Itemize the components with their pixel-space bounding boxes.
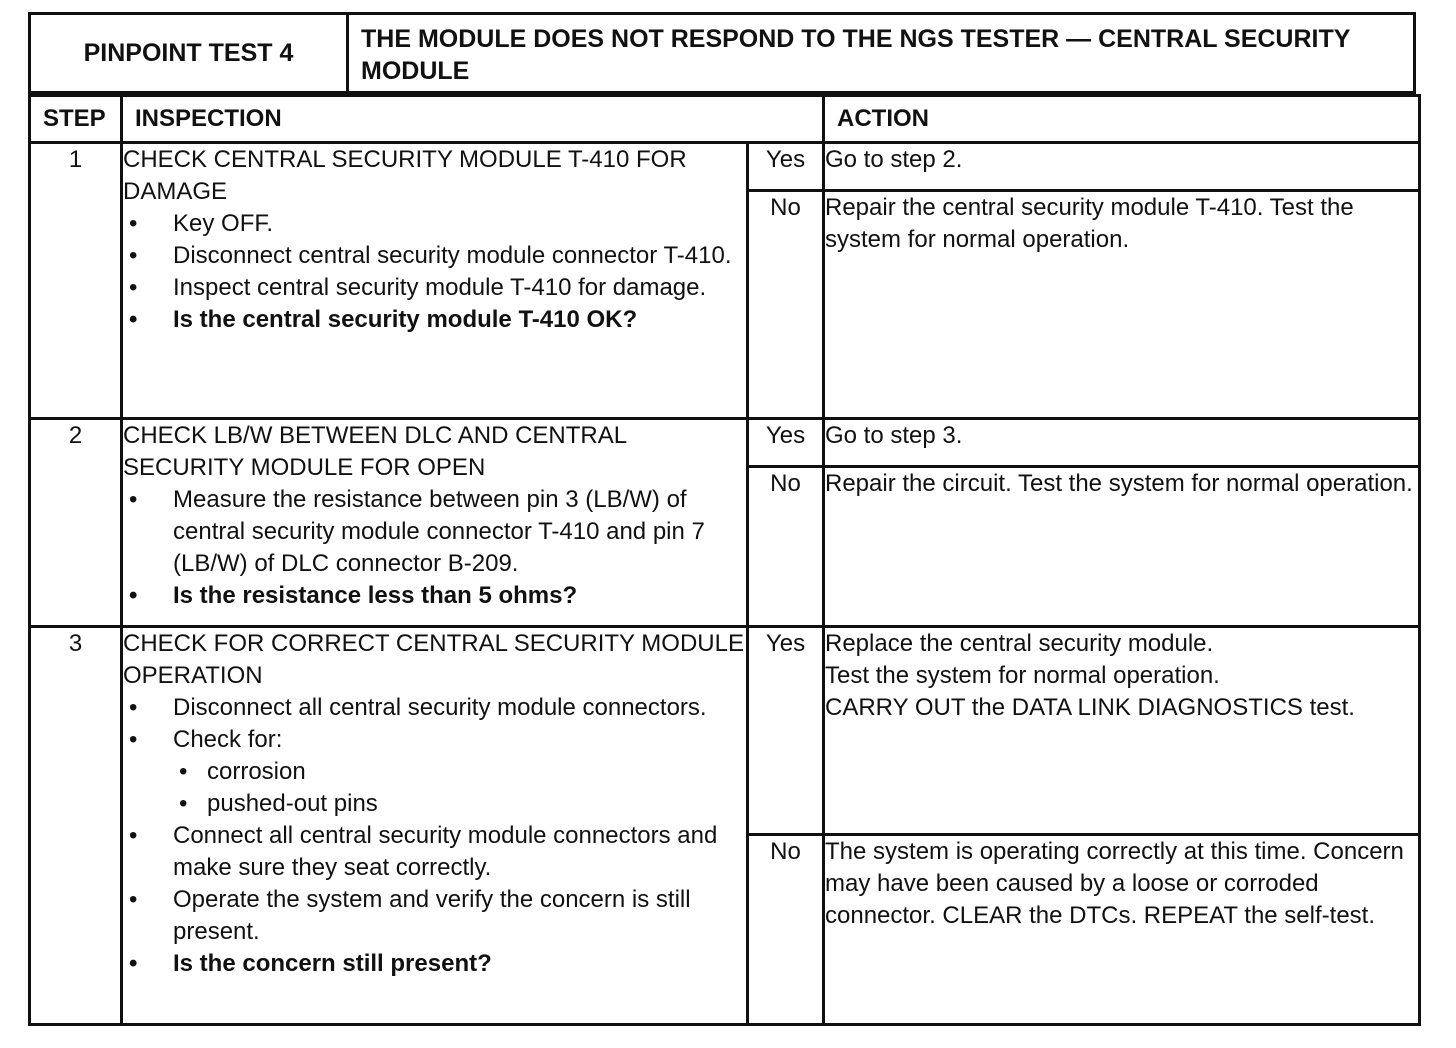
pinpoint-header bbox=[28, 12, 1416, 94]
pinpoint-table bbox=[28, 94, 1421, 1026]
step-3-question: • Is the concern still present? bbox=[123, 948, 746, 980]
check-for-label: Check for: bbox=[173, 726, 283, 753]
pinpoint-test-title: THE MODULE DOES NOT RESPOND TO THE NGS TESTER — CENTRAL SECURITY MODULE bbox=[361, 25, 1350, 85]
step-1-question: • Is the central security module T-410 OK? bbox=[123, 304, 746, 336]
yes-label: Yes bbox=[748, 143, 824, 191]
yes-label: Yes bbox=[748, 419, 824, 467]
step-1-bullets bbox=[123, 208, 746, 336]
step-3-yes-row bbox=[30, 627, 1420, 835]
step-1-no-action: Repair the central security module T-410. Test the system for normal operation. bbox=[824, 191, 1420, 419]
list-item: • Measure the resistance between pin 3 (LB/W) of central security module connector T-410 and pin 7 (LB/W) of DLC connector B-209. bbox=[123, 484, 746, 580]
header-row bbox=[30, 96, 1420, 143]
step-2-question: • Is the resistance less than 5 ohms? bbox=[123, 580, 746, 612]
step-number: 1 bbox=[30, 143, 122, 419]
action-line: Replace the central security module. bbox=[825, 630, 1214, 657]
step-3-yes-action bbox=[824, 627, 1420, 835]
no-label: No bbox=[748, 835, 824, 1025]
column-header-action: ACTION bbox=[824, 96, 1420, 143]
step-2-yes-action: Go to step 3. bbox=[824, 419, 1420, 467]
step-3-bullets bbox=[123, 692, 746, 980]
list-item: • Operate the system and verify the concern is still present. bbox=[123, 884, 746, 948]
pinpoint-test-label: PINPOINT TEST 4 bbox=[31, 15, 349, 91]
step-3-no-action: The system is operating correctly at this time. Concern may have been caused by a loose or corroded connector. CLEAR the DTCs. REPEAT the self-test. bbox=[824, 835, 1420, 1025]
step-3-title: CHECK FOR CORRECT CENTRAL SECURITY MODULE OPERATION bbox=[123, 630, 744, 689]
no-label: No bbox=[748, 467, 824, 627]
step-2-inspection bbox=[122, 419, 748, 627]
list-item: • corrosion bbox=[173, 756, 746, 788]
no-label: No bbox=[748, 191, 824, 419]
list-item: • Disconnect central security module connector T-410. bbox=[123, 240, 746, 272]
step-1-inspection bbox=[122, 143, 748, 419]
column-header-inspection: INSPECTION bbox=[122, 96, 824, 143]
action-line: Test the system for normal operation. bbox=[825, 662, 1220, 689]
step-2-bullets bbox=[123, 484, 746, 612]
step-number: 3 bbox=[30, 627, 122, 1025]
list-item: • pushed-out pins bbox=[173, 788, 746, 820]
action-line: CARRY OUT the DATA LINK DIAGNOSTICS test. bbox=[825, 694, 1355, 721]
yes-label: Yes bbox=[748, 627, 824, 835]
step-3-inspection bbox=[122, 627, 748, 1025]
step-1-title: CHECK CENTRAL SECURITY MODULE T-410 FOR DAMAGE bbox=[123, 146, 687, 205]
list-item bbox=[123, 724, 746, 820]
step-2-yes-row bbox=[30, 419, 1420, 467]
step-number: 2 bbox=[30, 419, 122, 627]
step-2-title: CHECK LB/W BETWEEN DLC AND CENTRAL SECURITY MODULE FOR OPEN bbox=[123, 422, 627, 481]
step-2-no-action: Repair the circuit. Test the system for normal operation. bbox=[824, 467, 1420, 627]
list-item: • Connect all central security module connectors and make sure they seat correctly. bbox=[123, 820, 746, 884]
list-item: • Disconnect all central security module connectors. bbox=[123, 692, 746, 724]
column-header-step: STEP bbox=[30, 96, 122, 143]
step-1-yes-row bbox=[30, 143, 1420, 191]
step-1-yes-action: Go to step 2. bbox=[824, 143, 1420, 191]
list-item: • Inspect central security module T-410 for damage. bbox=[123, 272, 746, 304]
list-item: • Key OFF. bbox=[123, 208, 746, 240]
check-for-sub-bullets bbox=[173, 756, 746, 820]
